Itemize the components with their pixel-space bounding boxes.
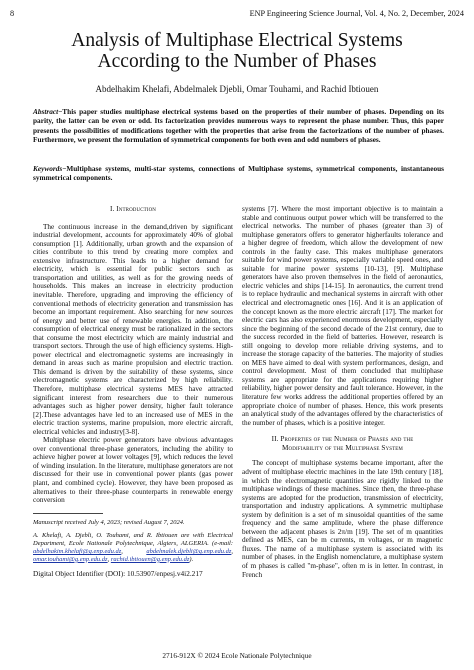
affiliation-note: A. Khelafi, A. Djebli, O. Touhami, and R. Ibtiouen are with Electrical Department, Ecole Nationale Polytechnique, Algiers, ALGERIA. (e-mail: abdelhakim.khelafi@g.enp.edu.dz, abdelmalek.djebli@g.enp.edu.dz, omar.touhami@g.enp.edu.dz, rachid.ibtiouen@g.enp.edu.dz). xyxy=(33,532,233,563)
email-link-1[interactable]: abdelhakim.khelafi@g.enp.edu.dz xyxy=(33,548,122,556)
page-number: 8 xyxy=(10,9,15,18)
left-column xyxy=(33,205,233,578)
author-list: Abdelhakim Khelafi, Abdelmalek Djebli, Omar Touhami, and Rachid Ibtiouen xyxy=(95,84,379,94)
col2-paragraph-2: The concept of multiphase systems became important, after the advent of multiphase electric machines in the late 19th century [18], in which the electromagnetic quantities are rigidly linked to the multiphase windings of these machines. Since then, the three-phase systems are adopted for the production, transmission of electricity, transportation and industry applications. A symmetric multiphase system by definition is a set of m sinusoidal quantities of the same frequency and the same amplitude, where the phase difference between the adjacent phases is 2π/m [19]. The set of m quantities defined as MES, can be m currents, m voltages, or m magnetic fluxes. The name of a multiphase system is associated with its number of phases. in the English nomenclature, a multiphase system of m phases is called "m-phase", often m is in letter. In contrast, in French xyxy=(242,459,443,579)
intro-paragraph-1: The continuous increase in the demand,driven by significant industrial development, accounts for approximately 40% of global consumption [1]. Additionally, urban growth and the expansion of cities contribute to this trend by creating more complex and extensive infrastructure. This leads to a higher demand for electricity, which is essential for public sectors such as transportation and utilities, as well as for the growing needs of households. This makes an increase in electricity production inevitable. Therefore, upgrading and improving the efficiency of conventional methods of electricity generation and transmission has become an important requirement. Also searching for new sources of energy and better use of renewable energies. In addition, the consumption of electrical energy must be rationalized in the sectors that consume the most electricity which are mainly industrial and transport sectors. Through the use of high efficiency systems. High-power electrical and electromagnetic systems are increasingly in demand in areas such as marine propulsion and electric traction. This demand is driven by the suitability of these systems, since electromagnetic systems are characterized by high reliability. Therefore, multiphase electrical systems MES have attracted significant interest from researchers due to their numerous advantages such as higher power density, higher fault tolerance [2].These advantages have led to an increased use of MES in the electric traction systems, marine propulsion, more electric aircraft, electrical vehicles and industry[3-8]. xyxy=(33,222,233,436)
col2-paragraph-1: systems [7]. Where the most important objective is to maintain a stable and continuous output power which will be transferred to the electrical networks. The number of phases (greater than 3) of multiphase generators offers to generator higherfaults tolerance and a higher degree of freedom, which allow the development of new controls in the faulty case. This makes multiphase generators suitable for wind power systems, especially variable speed ones, and suitable for marine power systems [10-13], [9]. Multiphase generators have also proven themselves in the field of aeronautics, electric vehicles and ships [14-15]. In aeronautics, the current trend is to replace hydraulic and mechanical systems in aircraft with other electrical and electromagnetic ones [16]. And it is an application of the concept known as the more electric aircraft [17]. The market for electric cars has also experienced enormous development, especially since the beginning of the second decade of the 21st century, due to the success recorded in the field of batteries. However, research is still ongoing to develop more reliable driving systems, and to increase the storage capacity of the batteries. The majority of studies on MES have aimed to deal with system performances, design, and control development. Most of them concluded that multiphase systems are appropriate for the applications requiring higher reliability, higher power density and fault tolerance. However, in the literature few works address the additional properties offered by an appropriate choice of number of phases. Hence, this work presents an analytical study of the advantages offered by the characteristics of the number of phases, which is a positive integer. xyxy=(242,205,443,427)
paper-title xyxy=(20,30,454,72)
section-heading-line-2: Modifiability of the Multiphase System xyxy=(282,443,403,452)
manuscript-dates: Manuscript received July 4, 2023; revised August 7, 2024. xyxy=(33,518,185,526)
affiliation-text: A. Khelafi, A. Djebli, O. Touhami, and R. Ibtiouen are with Electrical Department, Ecole Nationale Polytechnique, Algiers, ALGERIA. (e-mail: xyxy=(33,532,233,548)
email-link-3[interactable]: omar.touhami@g.enp.edu.dz xyxy=(33,555,108,563)
abstract-label: Abstract xyxy=(33,107,59,116)
email-link-4[interactable]: rachid.ibtiouen@g.enp.edu.dz xyxy=(110,555,190,563)
running-header xyxy=(10,9,464,21)
section-heading-properties xyxy=(242,435,443,452)
keywords xyxy=(33,164,444,183)
section-heading-introduction: I. Introduction xyxy=(110,205,156,213)
keywords-text: −Multiphase systems, multi-star systems, connections of Multiphase systems, symmetrical components, instantaneous symmetrical components. xyxy=(33,164,444,183)
title-line-1: Analysis of Multiphase Electrical Systems xyxy=(71,30,403,51)
journal-header: ENP Engineering Science Journal, Vol. 4, No. 2, December, 2024 xyxy=(249,9,464,18)
keywords-label: Keywords xyxy=(33,164,63,173)
email-link-2[interactable]: abdelmalek.djebli@g.enp.edu.dz xyxy=(146,548,232,556)
page-footer: 2716-912X © 2024 Ecole Nationale Polytechnique xyxy=(162,651,312,660)
doi-line: Digital Object Identifier (DOI): 10.53907/enpesj.v4i2.217 xyxy=(33,568,203,578)
intro-paragraph-2: Multiphase electric power generators have obvious advantages over conventional three-phase generators, including the ability to achieve higher power at lower voltages [9], which reduces the level of winding insulation. In the literature, multiphase generators are not discussed for their use in conventional power plants (gas power plant, and combined cycle). However, they have been proposed as alternatives to their three-phase counterparts in renewable energy conversion xyxy=(33,436,233,505)
abstract-text: −This paper studies multiphase electrical systems based on the properties of their number of phases. Depending on its parity, the latter can be even or odd. Its factorization provides numerous ways to represent the phase number. Thus, this paper presents the possibilities of modifications together with the properties that arise from the factorizations of the number of phases. Furthermore, we present the formulation of symmetrical components for both even and odd numbers of phases. xyxy=(33,107,444,144)
right-column xyxy=(242,205,443,579)
footnote-divider xyxy=(33,513,103,514)
section-heading-line-1: II. Properties of the Number of Phases and the xyxy=(271,435,414,444)
manuscript-note xyxy=(33,519,233,527)
affiliation-close: ). xyxy=(189,555,194,563)
title-line-2: According to the Number of Phases xyxy=(97,51,377,72)
abstract xyxy=(33,107,444,144)
